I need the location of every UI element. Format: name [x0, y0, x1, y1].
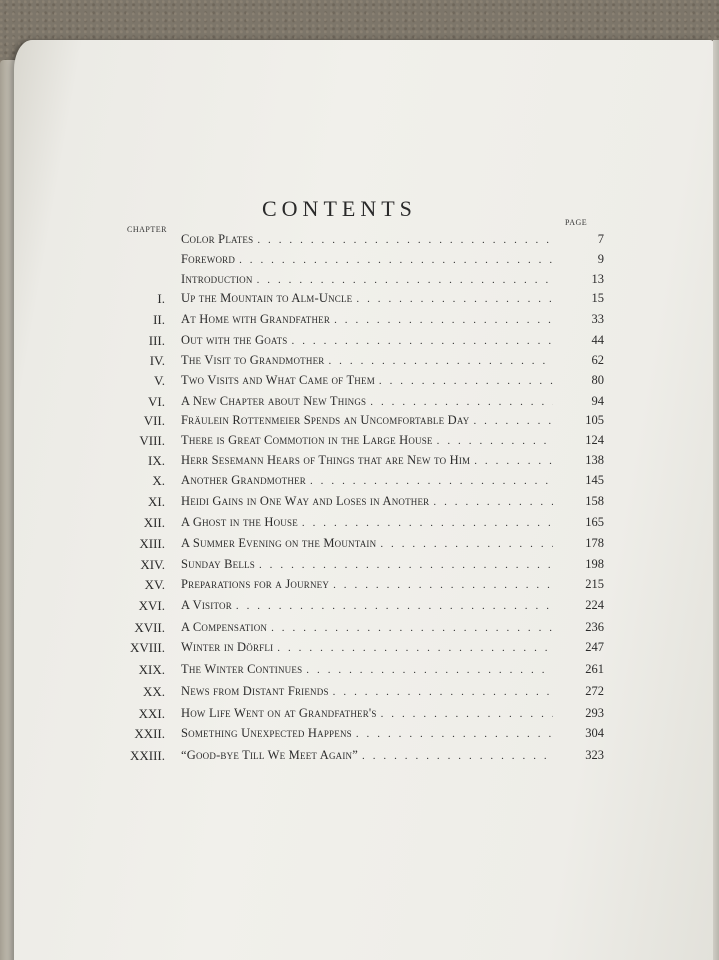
chapter-number: V. [154, 373, 165, 388]
page-number: 224 [585, 598, 604, 612]
toc-row [0, 394, 719, 414]
chapter-title: Color Plates [181, 232, 254, 246]
page-number: 236 [585, 620, 604, 634]
page-number: 124 [585, 433, 604, 447]
page-number: 158 [585, 494, 604, 508]
dot-leader [334, 314, 553, 326]
dot-leader [333, 686, 553, 698]
toc-row [0, 662, 719, 682]
chapter-entry [181, 598, 553, 613]
page-number: 62 [591, 353, 604, 367]
chapter-entry [181, 620, 553, 635]
chapter-title: Foreword [181, 252, 236, 266]
toc-row [0, 333, 719, 353]
chapter-title: The Winter Continues [181, 662, 303, 676]
chapter-entry [181, 232, 553, 247]
toc-row [0, 515, 719, 535]
chapter-title: There is Great Commotion in the Large House [181, 433, 433, 447]
toc-row [0, 598, 719, 618]
dot-leader [433, 496, 553, 508]
page-number: 215 [585, 577, 604, 591]
dot-leader [310, 475, 553, 487]
dot-leader [257, 234, 553, 246]
chapter-number: VIII. [139, 433, 165, 448]
chapter-title: A Visitor [181, 598, 232, 612]
page-number: 15 [591, 291, 604, 305]
chapter-entry [181, 453, 553, 468]
page-number: 261 [585, 662, 604, 676]
dot-leader [473, 415, 553, 427]
chapter-number: VII. [143, 413, 165, 428]
chapter-entry [181, 577, 553, 592]
chapter-title: Sunday Bells [181, 557, 255, 571]
toc-row [0, 252, 719, 272]
chapter-title: Introduction [181, 272, 253, 286]
toc-row [0, 353, 719, 373]
page-number: 165 [585, 515, 604, 529]
chapter-entry [181, 706, 553, 721]
dot-leader [333, 579, 553, 591]
dot-leader [379, 375, 553, 387]
chapter-number: II. [153, 312, 165, 327]
dot-leader [277, 642, 553, 654]
chapter-title: At Home with Grandfather [181, 312, 331, 326]
chapter-number: X. [152, 473, 165, 488]
chapter-number: XII. [143, 515, 165, 530]
toc-row [0, 726, 719, 746]
dot-leader [362, 750, 553, 762]
page-number: 198 [585, 557, 604, 571]
chapter-number: IV. [149, 353, 165, 368]
page-number: 145 [585, 473, 604, 487]
dot-leader [236, 600, 553, 612]
chapter-number: XXIII. [129, 748, 165, 763]
dot-leader [437, 435, 553, 447]
toc-row [0, 494, 719, 514]
chapter-entry [181, 473, 553, 488]
page-number: 7 [597, 232, 604, 246]
chapter-entry [181, 333, 553, 348]
toc-row [0, 536, 719, 556]
chapter-title: “Good-bye Till We Meet Again” [181, 748, 358, 762]
chapter-entry [181, 413, 553, 428]
chapter-title: Another Grandmother [181, 473, 306, 487]
chapter-column-heading: CHAPTER [127, 225, 167, 234]
dot-leader [302, 517, 553, 529]
page-number: 94 [591, 394, 604, 408]
chapter-entry [181, 726, 553, 741]
page-number: 138 [585, 453, 604, 467]
chapter-title: Out with the Goats [181, 333, 288, 347]
toc-row [0, 706, 719, 726]
chapter-entry [181, 312, 553, 327]
chapter-title: A Ghost in the House [181, 515, 298, 529]
chapter-number: XXII. [134, 726, 165, 741]
chapter-number: XVII. [134, 620, 165, 635]
toc-row [0, 473, 719, 493]
page-number: 105 [585, 413, 604, 427]
toc-row [0, 312, 719, 332]
toc-row [0, 272, 719, 292]
dot-leader [356, 293, 553, 305]
toc-row [0, 373, 719, 393]
dot-leader [292, 335, 553, 347]
chapter-entry [181, 433, 553, 448]
chapter-entry [181, 353, 553, 368]
chapter-title: How Life Went on at Grandfather's [181, 706, 377, 720]
chapter-entry [181, 252, 553, 267]
page-column-heading: PAGE [565, 218, 588, 227]
chapter-entry [181, 557, 553, 572]
chapter-title: Fräulein Rottenmeier Spends an Uncomfortable Day [181, 413, 470, 427]
chapter-number: XV. [144, 577, 165, 592]
chapter-title: Preparations for a Journey [181, 577, 330, 591]
chapter-title: The Visit to Grandmother [181, 353, 325, 367]
toc-row [0, 291, 719, 311]
chapter-title: A New Chapter about New Things [181, 394, 367, 408]
page-number: 293 [585, 706, 604, 720]
dot-leader [370, 396, 553, 408]
chapter-entry [181, 640, 553, 655]
page-number: 272 [585, 684, 604, 698]
page-number: 323 [585, 748, 604, 762]
page-number: 178 [585, 536, 604, 550]
chapter-entry [181, 494, 553, 509]
dot-leader [381, 708, 553, 720]
toc-row [0, 620, 719, 640]
page-number: 9 [597, 252, 604, 266]
chapter-entry [181, 291, 553, 306]
toc-row [0, 640, 719, 660]
chapter-title: Heidi Gains in One Way and Loses in Another [181, 494, 430, 508]
chapter-title: Up the Mountain to Alm-Uncle [181, 291, 353, 305]
chapter-entry [181, 515, 553, 530]
chapter-number: XVI. [138, 598, 165, 613]
page-number: 80 [591, 373, 604, 387]
toc-row [0, 577, 719, 597]
page-number: 33 [591, 312, 604, 326]
chapter-number: XX. [142, 684, 165, 699]
chapter-number: XIII. [139, 536, 165, 551]
dot-leader [271, 622, 553, 634]
toc-row [0, 748, 719, 768]
chapter-title: News from Distant Friends [181, 684, 329, 698]
chapter-number: IX. [148, 453, 165, 468]
toc-row [0, 232, 719, 252]
toc-row [0, 684, 719, 704]
chapter-entry [181, 536, 553, 551]
chapter-entry [181, 684, 553, 699]
chapter-number: XIX. [138, 662, 165, 677]
chapter-entry [181, 373, 553, 388]
chapter-title: Herr Sesemann Hears of Things that are New to Him [181, 453, 471, 467]
dot-leader [474, 455, 553, 467]
chapter-entry [181, 662, 553, 677]
chapter-entry [181, 272, 553, 287]
toc-row [0, 557, 719, 577]
dot-leader [306, 664, 553, 676]
dot-leader [356, 728, 553, 740]
chapter-number: XVIII. [129, 640, 165, 655]
dot-leader [239, 254, 553, 266]
page-number: 304 [585, 726, 604, 740]
chapter-entry [181, 748, 553, 763]
chapter-title: A Summer Evening on the Mountain [181, 536, 377, 550]
toc-row [0, 413, 719, 433]
chapter-number: XI. [148, 494, 165, 509]
dot-leader [328, 355, 553, 367]
chapter-title: Winter in Dörfli [181, 640, 274, 654]
dot-leader [380, 538, 553, 550]
chapter-number: XXI. [138, 706, 165, 721]
chapter-number: XIV. [140, 557, 165, 572]
chapter-entry [181, 394, 553, 409]
chapter-number: I. [157, 291, 165, 306]
dot-leader [257, 274, 553, 286]
chapter-title: Something Unexpected Happens [181, 726, 352, 740]
chapter-number: VI. [148, 394, 165, 409]
contents-title: CONTENTS [262, 196, 417, 221]
toc-row [0, 453, 719, 473]
toc-row [0, 433, 719, 453]
chapter-title: Two Visits and What Came of Them [181, 373, 375, 387]
chapter-number: III. [148, 333, 165, 348]
dot-leader [259, 559, 553, 571]
page-number: 247 [585, 640, 604, 654]
page-number: 13 [591, 272, 604, 286]
page-number: 44 [591, 333, 604, 347]
chapter-title: A Compensation [181, 620, 268, 634]
